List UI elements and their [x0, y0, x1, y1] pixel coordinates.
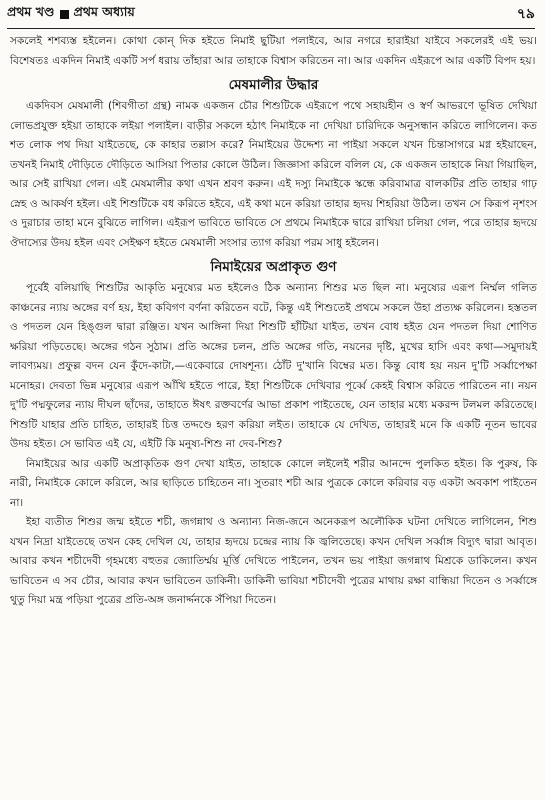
chapter-title: প্রথম অধ্যায়: [73, 4, 135, 19]
paragraph: ইহা ব্যতীত শিশুর জন্ম হইতে শচী, জগন্নাথ ও অন্যান্য নিজ-জনে অনেকরূপ অলৌকিক ঘটনা দেখিতে লাগিলেন, শিশু যখন নিদ্রা যাইতেছে তখন কেহ দেখিল যে, তাহার হৃদয়ে চন্দ্রের ন্যায় কি জ্বলিতেছে। কখন দেখিল সর্ব্বাঙ্গ বিদ্যুৎ দ্বারা আবৃত। আবার কখন শচীদেবী গৃহমধ্যে বহুতর জ্যোতির্ম্ময় মূর্ত্তি দেখিতে পাইলেন, তখন ভয় পাইয়া জগন্নাথ মিশ্রকে ডাকিলেন। কখন ভাবিতেন এ সব চৌর, আবার কখন ভাবিতেন ডাকিনী। ডাকিনী ভাবিয়া শচীদেবী পুত্রের মাথায় রক্ষা বান্ধিয়া দিতেন ও সর্ব্বাঙ্গে থুতু দিয়া মন্ত্র পড়িয়া পুত্রের প্রতি-অঙ্গ জনার্দ্দনকে সঁপিয়া দিতেন।: [10, 516, 537, 606]
part-title: প্রথম খণ্ড: [7, 4, 55, 19]
paragraph: সকলেই শশব্যস্ত হইলেন। কোথা কোন্ দিক হইতে নিমাই ছুটিয়া পলাইবে, আর নগরে হারাইয়া যাইবে সকলেরই এই ভয়। বিশেষতঃ একদিন নিমাই একটি সর্প ধরায় তাঁহারা আর তাহাকে বিশ্বাস করিতেন না। আর একদিন এইরূপে আর একটি বিপদ হয়।: [10, 35, 537, 67]
square-bullet-icon: [60, 10, 69, 19]
page-number: ৭৯: [516, 6, 535, 22]
running-header: [7, 0, 535, 29]
header-left: [7, 4, 135, 24]
page-body: [10, 32, 537, 611]
paragraph: একদিবস মেষমালী (শিবগীতা গ্রন্থ) নামক একজন চৌর শিশুটিকে এইরূপে পথে সহায়হীন ও স্বর্ণ আভরণে ভূষিত দেখিয়া লোভপ্রযুক্ত হইয়া তাহাকে লইয়া পলাইল। বাড়ীর সকলে হঠাৎ নিমাইকে না দেখিয়া চারিদিকে অনুসন্ধান করিতে লাগিলেন। কত শত লোক পথ দিয়া যাইতেছে, কে কাহার তল্লাস করে? নিমাইয়ের উদ্দেশ্য না পাইয়া সকলে যখন চিন্তাসাগরে মগ্ন হইয়াছেন, তখনই নিমাই দৌড়িতে দৌড়িতে আসিয়া পিতার কোলে উঠিল। জিজ্ঞাসা করিলে বলিল যে, কে একজন তাহাকে নিয়া গিয়াছিল, আর সেই রাখিয়া গেল। এই মেষমালীর কথা এখন শ্রবণ করুন। এই দস্যু নিমাইকে স্কন্ধে করিবামাত্র বালকটির প্রতি তাহার গাঢ় স্নেহ ও আকর্ষণ হইল। এই শিশুটিকে বধ করিতে হইবে, এই কথা মনে করিয়া তাহার হৃদয় শিহরিয়া উঠিল। তখন সে কিরূপ নৃশংস ও দুরাচার তাহা মনে বুঝিতে লাগিল। এইরূপ ভাবিতে ভাবিতে সে প্রথমে নিমাইকে দ্বারে রাখিয়া চলিয়া গেল, পরে তাহার হৃদয়ে ঔদাস্যের উদয় হইল এবং সেইক্ষণ হইতে মেষমালী সংসার ত্যাগ করিয়া পরম সাধু হইলেন।: [10, 100, 537, 249]
section-heading: নিমাইয়ের অপ্রাকৃত গুণ: [210, 259, 337, 275]
section-heading: মেষমালীর উদ্ধার: [228, 77, 319, 93]
paragraph: নিমাইয়ের আর একটি অপ্রাকৃতিক গুণ দেখা যাইত, তাহাকে কোলে লইলেই শরীর আনন্দে পুলকিত হইত। কি পুরুষ, কি নারী, নিমাইকে কোলে করিলে, আর ছাড়িতে চাহিতেন না। সুতরাং শচী আর পুত্রকে কোলে করিবার বড় একটা অবকাশ পাইতেন না।: [10, 457, 537, 509]
paragraph: পূর্বেই বলিয়াছি শিশুটির আকৃতি মনুষ্যের মত হইলেও ঠিক অন্যান্য শিশুর মত ছিল না। মনুষ্যের এরূপ নির্ম্মল গলিত কাঞ্চনের ন্যায় অঙ্গের বর্ণ হয়, ইহা কবিগণ বর্ণনা করিতেন বটে, কিন্তু এই শিশুতেই প্রথমে সকলে উহা প্রত্যক্ষ করিলেন। হস্ততল ও পদতল যেন হিঙ্গুল দ্বারা রঞ্জিত। যখন আঙ্গিনা দিয়া শিশুটি হাঁটিয়া যাইত, তখন বোধ হইত যেন পদতল দিয়া শোণিত ক্ষরিয়া পড়িতেছে। অঙ্গের গঠন সুঠাম। প্রতি অঙ্গের চলন, প্রতি অঙ্গের গতি, নয়নের দৃষ্টি, মুখের হাসি এবং কথা—সমুদায়ই লাবণ্যময়। প্রফুল্ল বদন যেন কুঁদে-কাটা,—একেবারে দোষশূন্য। ঠোঁট দু'খানি বিম্বের মত। কিন্তু বোধ হয় নয়ন দু'টি সর্ব্বাপেক্ষা মনোহর। দেবতা ভিন্ন মনুষ্যের এরূপ আঁখি হইতে পারে, ইহা শিশুটিকে দেখিবার পূর্ব্বে কেহই বিশ্বাস করিতে পারিতেন না। নয়ন দু'টি পদ্মফুলের ন্যায় দীঘল ছাঁদের, তাহাতে ঈষৎ রক্তবর্ণের আভা প্রকাশ পাইতেছে, যেন তাহার মধ্যে মকরন্দ টলমল করিতেছে। শিশুটি যাহার প্রতি চাহিত, তাহারই চিত্ত তদ্দণ্ডে হরণ করিয়া লইত। তাহাকে যে দেখিত, তাহারই মনে কি একটি নূতন ভাবের উদয় হইত। সে ভাবিত এই যে, এইটি কি মনুষ্য-শিশু না দেব-শিশু?: [10, 282, 537, 450]
